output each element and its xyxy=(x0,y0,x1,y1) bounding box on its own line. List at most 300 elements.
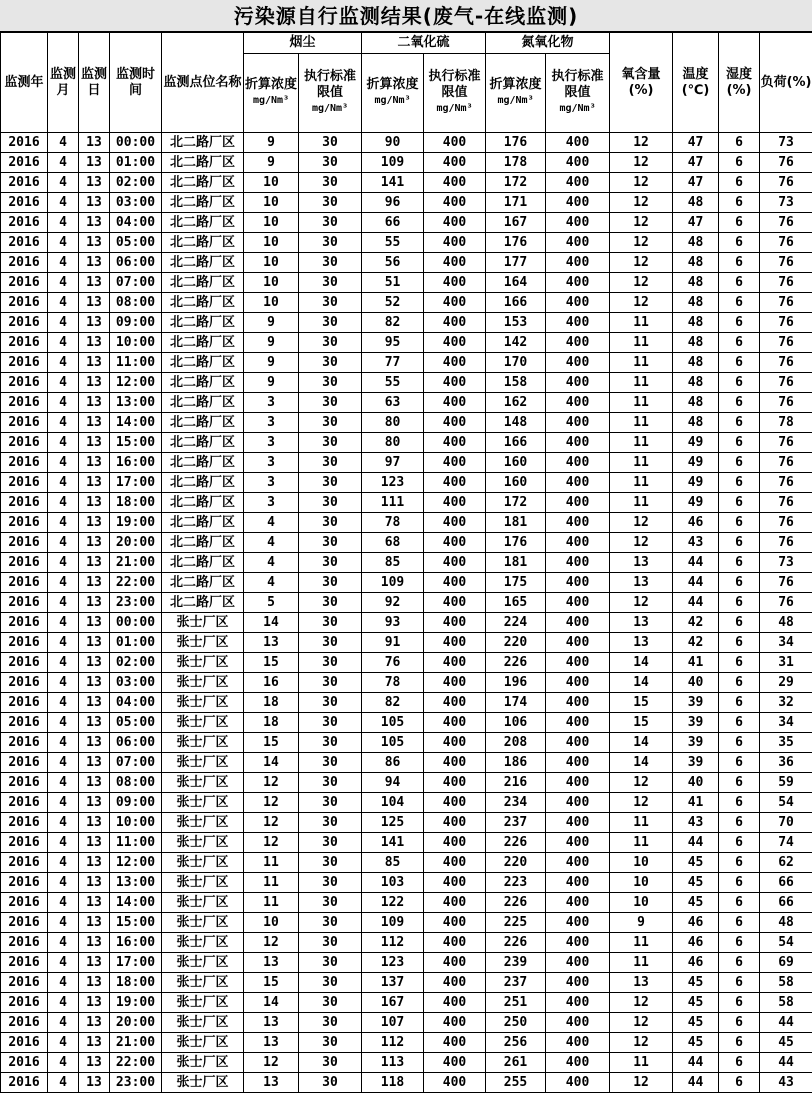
cell-year: 2016 xyxy=(1,833,48,853)
cell-time: 16:00 xyxy=(110,453,162,473)
cell-dust-conc: 9 xyxy=(244,373,299,393)
cell-nox-conc: 172 xyxy=(486,173,546,193)
cell-load: 76 xyxy=(760,333,812,353)
cell-site: 北二路厂区 xyxy=(162,153,244,173)
table-row xyxy=(1,133,812,153)
cell-day: 13 xyxy=(79,453,110,473)
cell-dust-conc: 11 xyxy=(244,893,299,913)
cell-dust-conc: 3 xyxy=(244,413,299,433)
cell-so2-limit: 400 xyxy=(424,433,486,453)
cell-time: 05:00 xyxy=(110,713,162,733)
cell-nox-conc: 216 xyxy=(486,773,546,793)
header-so2-conc xyxy=(362,54,424,133)
cell-time: 04:00 xyxy=(110,213,162,233)
cell-oxygen: 11 xyxy=(610,1053,673,1073)
cell-so2-limit: 400 xyxy=(424,473,486,493)
cell-so2-conc: 97 xyxy=(362,453,424,473)
cell-year: 2016 xyxy=(1,573,48,593)
cell-dust-limit: 30 xyxy=(299,153,362,173)
cell-temperature: 47 xyxy=(673,213,719,233)
cell-humidity: 6 xyxy=(719,133,760,153)
cell-oxygen: 11 xyxy=(610,433,673,453)
cell-time: 13:00 xyxy=(110,393,162,413)
cell-month: 4 xyxy=(48,613,79,633)
cell-year: 2016 xyxy=(1,813,48,833)
cell-month: 4 xyxy=(48,593,79,613)
cell-nox-conc: 175 xyxy=(486,573,546,593)
cell-so2-conc: 56 xyxy=(362,253,424,273)
cell-site: 北二路厂区 xyxy=(162,313,244,333)
cell-nox-conc: 158 xyxy=(486,373,546,393)
cell-nox-conc: 181 xyxy=(486,553,546,573)
cell-so2-limit: 400 xyxy=(424,273,486,293)
cell-time: 18:00 xyxy=(110,973,162,993)
cell-month: 4 xyxy=(48,553,79,573)
cell-month: 4 xyxy=(48,373,79,393)
table-row xyxy=(1,153,812,173)
cell-day: 13 xyxy=(79,973,110,993)
cell-oxygen: 11 xyxy=(610,493,673,513)
cell-month: 4 xyxy=(48,873,79,893)
cell-day: 13 xyxy=(79,793,110,813)
cell-nox-conc: 255 xyxy=(486,1073,546,1093)
cell-nox-conc: 166 xyxy=(486,433,546,453)
cell-nox-conc: 250 xyxy=(486,1013,546,1033)
table-row xyxy=(1,1053,812,1073)
cell-dust-conc: 9 xyxy=(244,153,299,173)
cell-humidity: 6 xyxy=(719,213,760,233)
cell-load: 76 xyxy=(760,513,812,533)
cell-dust-limit: 30 xyxy=(299,533,362,553)
cell-time: 03:00 xyxy=(110,193,162,213)
cell-dust-conc: 14 xyxy=(244,993,299,1013)
report-title: 污染源自行监测结果(废气-在线监测) xyxy=(0,0,812,32)
cell-so2-limit: 400 xyxy=(424,493,486,513)
cell-nox-limit: 400 xyxy=(546,153,610,173)
cell-oxygen: 11 xyxy=(610,413,673,433)
cell-site: 北二路厂区 xyxy=(162,513,244,533)
cell-so2-limit: 400 xyxy=(424,893,486,913)
header-year: 监测年 xyxy=(1,33,48,133)
cell-load: 59 xyxy=(760,773,812,793)
cell-year: 2016 xyxy=(1,273,48,293)
cell-humidity: 6 xyxy=(719,533,760,553)
cell-temperature: 40 xyxy=(673,673,719,693)
cell-site: 北二路厂区 xyxy=(162,173,244,193)
cell-site: 张士厂区 xyxy=(162,813,244,833)
cell-site: 北二路厂区 xyxy=(162,573,244,593)
table-row xyxy=(1,953,812,973)
cell-site: 张士厂区 xyxy=(162,873,244,893)
cell-oxygen: 12 xyxy=(610,593,673,613)
cell-dust-conc: 3 xyxy=(244,393,299,413)
cell-nox-conc: 165 xyxy=(486,593,546,613)
table-row xyxy=(1,713,812,733)
cell-year: 2016 xyxy=(1,893,48,913)
header-nox-conc xyxy=(486,54,546,133)
cell-month: 4 xyxy=(48,513,79,533)
cell-so2-conc: 123 xyxy=(362,953,424,973)
cell-oxygen: 12 xyxy=(610,213,673,233)
cell-nox-limit: 400 xyxy=(546,573,610,593)
cell-time: 06:00 xyxy=(110,253,162,273)
cell-load: 76 xyxy=(760,493,812,513)
table-row xyxy=(1,213,812,233)
cell-month: 4 xyxy=(48,353,79,373)
cell-dust-conc: 10 xyxy=(244,213,299,233)
cell-temperature: 39 xyxy=(673,693,719,713)
cell-so2-conc: 118 xyxy=(362,1073,424,1093)
cell-dust-limit: 30 xyxy=(299,493,362,513)
cell-time: 17:00 xyxy=(110,953,162,973)
header-conc-label: 折算浓度 xyxy=(366,77,419,92)
cell-year: 2016 xyxy=(1,593,48,613)
header-limit-label: 执行标准限值 xyxy=(304,69,357,100)
cell-dust-conc: 10 xyxy=(244,913,299,933)
cell-time: 10:00 xyxy=(110,813,162,833)
cell-nox-conc: 142 xyxy=(486,333,546,353)
table-row xyxy=(1,193,812,213)
cell-time: 01:00 xyxy=(110,633,162,653)
cell-humidity: 6 xyxy=(719,993,760,1013)
cell-year: 2016 xyxy=(1,493,48,513)
table-row xyxy=(1,533,812,553)
cell-so2-limit: 400 xyxy=(424,633,486,653)
cell-dust-limit: 30 xyxy=(299,373,362,393)
cell-time: 01:00 xyxy=(110,153,162,173)
cell-year: 2016 xyxy=(1,873,48,893)
header-so2-limit xyxy=(424,54,486,133)
cell-dust-conc: 5 xyxy=(244,593,299,613)
cell-year: 2016 xyxy=(1,913,48,933)
table-row xyxy=(1,493,812,513)
cell-nox-limit: 400 xyxy=(546,473,610,493)
header-day: 监测日 xyxy=(79,33,110,133)
cell-dust-limit: 30 xyxy=(299,833,362,853)
cell-load: 76 xyxy=(760,313,812,333)
header-dust-group: 烟尘 xyxy=(244,33,362,54)
header-so2-group: 二氧化硫 xyxy=(362,33,486,54)
cell-month: 4 xyxy=(48,793,79,813)
cell-temperature: 48 xyxy=(673,333,719,353)
cell-dust-conc: 15 xyxy=(244,973,299,993)
cell-humidity: 6 xyxy=(719,353,760,373)
cell-day: 13 xyxy=(79,813,110,833)
cell-month: 4 xyxy=(48,233,79,253)
cell-temperature: 48 xyxy=(673,353,719,373)
table-row xyxy=(1,733,812,753)
cell-nox-conc: 220 xyxy=(486,853,546,873)
cell-site: 张士厂区 xyxy=(162,993,244,1013)
cell-humidity: 6 xyxy=(719,273,760,293)
cell-dust-conc: 3 xyxy=(244,433,299,453)
cell-load: 76 xyxy=(760,293,812,313)
cell-year: 2016 xyxy=(1,513,48,533)
cell-dust-conc: 4 xyxy=(244,573,299,593)
cell-so2-conc: 112 xyxy=(362,933,424,953)
cell-humidity: 6 xyxy=(719,1053,760,1073)
cell-temperature: 39 xyxy=(673,753,719,773)
cell-month: 4 xyxy=(48,713,79,733)
cell-site: 北二路厂区 xyxy=(162,273,244,293)
cell-month: 4 xyxy=(48,733,79,753)
cell-load: 35 xyxy=(760,733,812,753)
cell-so2-limit: 400 xyxy=(424,573,486,593)
cell-month: 4 xyxy=(48,773,79,793)
header-limit-label: 执行标准限值 xyxy=(428,69,481,100)
cell-humidity: 6 xyxy=(719,173,760,193)
cell-day: 13 xyxy=(79,993,110,1013)
cell-day: 13 xyxy=(79,913,110,933)
cell-so2-limit: 400 xyxy=(424,1033,486,1053)
cell-load: 76 xyxy=(760,173,812,193)
cell-day: 13 xyxy=(79,633,110,653)
cell-nox-conc: 223 xyxy=(486,873,546,893)
cell-day: 13 xyxy=(79,1013,110,1033)
cell-load: 76 xyxy=(760,353,812,373)
cell-nox-limit: 400 xyxy=(546,733,610,753)
cell-nox-limit: 400 xyxy=(546,413,610,433)
cell-nox-limit: 400 xyxy=(546,773,610,793)
cell-nox-conc: 239 xyxy=(486,953,546,973)
cell-time: 09:00 xyxy=(110,793,162,813)
cell-site: 张士厂区 xyxy=(162,773,244,793)
table-row xyxy=(1,973,812,993)
cell-oxygen: 13 xyxy=(610,553,673,573)
cell-year: 2016 xyxy=(1,173,48,193)
cell-dust-limit: 30 xyxy=(299,293,362,313)
cell-dust-conc: 3 xyxy=(244,493,299,513)
cell-day: 13 xyxy=(79,153,110,173)
cell-nox-limit: 400 xyxy=(546,833,610,853)
cell-nox-conc: 226 xyxy=(486,933,546,953)
cell-nox-conc: 181 xyxy=(486,513,546,533)
cell-oxygen: 13 xyxy=(610,613,673,633)
cell-so2-conc: 66 xyxy=(362,213,424,233)
cell-oxygen: 12 xyxy=(610,1013,673,1033)
cell-temperature: 46 xyxy=(673,933,719,953)
cell-site: 张士厂区 xyxy=(162,933,244,953)
cell-nox-limit: 400 xyxy=(546,513,610,533)
cell-year: 2016 xyxy=(1,413,48,433)
cell-year: 2016 xyxy=(1,753,48,773)
cell-so2-conc: 109 xyxy=(362,913,424,933)
cell-so2-limit: 400 xyxy=(424,313,486,333)
cell-load: 62 xyxy=(760,853,812,873)
cell-nox-conc: 220 xyxy=(486,633,546,653)
cell-dust-limit: 30 xyxy=(299,873,362,893)
cell-month: 4 xyxy=(48,933,79,953)
cell-time: 07:00 xyxy=(110,273,162,293)
cell-site: 张士厂区 xyxy=(162,653,244,673)
cell-oxygen: 10 xyxy=(610,853,673,873)
cell-time: 05:00 xyxy=(110,233,162,253)
cell-temperature: 48 xyxy=(673,193,719,213)
cell-time: 08:00 xyxy=(110,773,162,793)
cell-time: 03:00 xyxy=(110,673,162,693)
cell-so2-conc: 105 xyxy=(362,733,424,753)
cell-month: 4 xyxy=(48,653,79,673)
cell-nox-limit: 400 xyxy=(546,173,610,193)
cell-nox-limit: 400 xyxy=(546,853,610,873)
cell-site: 北二路厂区 xyxy=(162,593,244,613)
cell-site: 张士厂区 xyxy=(162,673,244,693)
cell-so2-conc: 82 xyxy=(362,693,424,713)
cell-site: 北二路厂区 xyxy=(162,393,244,413)
cell-day: 13 xyxy=(79,593,110,613)
table-row xyxy=(1,773,812,793)
cell-nox-limit: 400 xyxy=(546,373,610,393)
cell-day: 13 xyxy=(79,193,110,213)
cell-so2-conc: 125 xyxy=(362,813,424,833)
cell-nox-conc: 160 xyxy=(486,473,546,493)
cell-humidity: 6 xyxy=(719,893,760,913)
cell-site: 北二路厂区 xyxy=(162,233,244,253)
cell-so2-conc: 109 xyxy=(362,153,424,173)
cell-nox-limit: 400 xyxy=(546,233,610,253)
cell-load: 76 xyxy=(760,213,812,233)
cell-humidity: 6 xyxy=(719,973,760,993)
cell-so2-limit: 400 xyxy=(424,553,486,573)
cell-site: 张士厂区 xyxy=(162,1013,244,1033)
cell-day: 13 xyxy=(79,1033,110,1053)
cell-so2-limit: 400 xyxy=(424,513,486,533)
cell-dust-conc: 18 xyxy=(244,713,299,733)
cell-day: 13 xyxy=(79,493,110,513)
cell-so2-conc: 103 xyxy=(362,873,424,893)
cell-so2-limit: 400 xyxy=(424,593,486,613)
cell-load: 76 xyxy=(760,373,812,393)
cell-oxygen: 11 xyxy=(610,473,673,493)
cell-dust-limit: 30 xyxy=(299,693,362,713)
cell-load: 66 xyxy=(760,893,812,913)
cell-so2-conc: 93 xyxy=(362,613,424,633)
cell-month: 4 xyxy=(48,1073,79,1093)
cell-day: 13 xyxy=(79,893,110,913)
cell-oxygen: 11 xyxy=(610,353,673,373)
cell-so2-limit: 400 xyxy=(424,1073,486,1093)
cell-month: 4 xyxy=(48,213,79,233)
cell-dust-conc: 13 xyxy=(244,1033,299,1053)
cell-dust-conc: 10 xyxy=(244,253,299,273)
cell-dust-conc: 14 xyxy=(244,613,299,633)
cell-day: 13 xyxy=(79,613,110,633)
cell-so2-conc: 91 xyxy=(362,633,424,653)
cell-so2-conc: 63 xyxy=(362,393,424,413)
cell-month: 4 xyxy=(48,973,79,993)
cell-site: 张士厂区 xyxy=(162,953,244,973)
cell-month: 4 xyxy=(48,833,79,853)
cell-year: 2016 xyxy=(1,993,48,1013)
cell-nox-conc: 153 xyxy=(486,313,546,333)
cell-dust-limit: 30 xyxy=(299,893,362,913)
cell-so2-limit: 400 xyxy=(424,1013,486,1033)
cell-humidity: 6 xyxy=(719,293,760,313)
cell-day: 13 xyxy=(79,853,110,873)
cell-nox-limit: 400 xyxy=(546,1073,610,1093)
cell-load: 48 xyxy=(760,613,812,633)
header-dust-conc xyxy=(244,54,299,133)
cell-dust-limit: 30 xyxy=(299,213,362,233)
cell-dust-conc: 12 xyxy=(244,773,299,793)
table-row xyxy=(1,233,812,253)
cell-year: 2016 xyxy=(1,373,48,393)
table-row xyxy=(1,653,812,673)
cell-temperature: 48 xyxy=(673,233,719,253)
cell-nox-conc: 226 xyxy=(486,893,546,913)
cell-dust-limit: 30 xyxy=(299,193,362,213)
cell-so2-limit: 400 xyxy=(424,933,486,953)
cell-nox-conc: 256 xyxy=(486,1033,546,1053)
cell-nox-conc: 160 xyxy=(486,453,546,473)
cell-oxygen: 15 xyxy=(610,713,673,733)
cell-month: 4 xyxy=(48,153,79,173)
cell-dust-limit: 30 xyxy=(299,173,362,193)
cell-time: 11:00 xyxy=(110,353,162,373)
cell-load: 54 xyxy=(760,793,812,813)
cell-so2-conc: 51 xyxy=(362,273,424,293)
cell-temperature: 44 xyxy=(673,593,719,613)
cell-year: 2016 xyxy=(1,453,48,473)
table-row xyxy=(1,613,812,633)
cell-so2-limit: 400 xyxy=(424,813,486,833)
cell-dust-limit: 30 xyxy=(299,793,362,813)
cell-temperature: 48 xyxy=(673,413,719,433)
cell-year: 2016 xyxy=(1,533,48,553)
cell-nox-conc: 176 xyxy=(486,133,546,153)
cell-year: 2016 xyxy=(1,1033,48,1053)
cell-so2-limit: 400 xyxy=(424,133,486,153)
cell-humidity: 6 xyxy=(719,473,760,493)
cell-so2-conc: 85 xyxy=(362,553,424,573)
cell-temperature: 45 xyxy=(673,1013,719,1033)
cell-nox-limit: 400 xyxy=(546,533,610,553)
cell-nox-limit: 400 xyxy=(546,973,610,993)
cell-load: 73 xyxy=(760,553,812,573)
cell-site: 北二路厂区 xyxy=(162,293,244,313)
cell-year: 2016 xyxy=(1,213,48,233)
cell-nox-conc: 208 xyxy=(486,733,546,753)
cell-so2-limit: 400 xyxy=(424,733,486,753)
cell-temperature: 48 xyxy=(673,393,719,413)
cell-dust-limit: 30 xyxy=(299,553,362,573)
cell-so2-conc: 80 xyxy=(362,433,424,453)
cell-time: 07:00 xyxy=(110,753,162,773)
cell-day: 13 xyxy=(79,833,110,853)
cell-time: 09:00 xyxy=(110,313,162,333)
cell-site: 张士厂区 xyxy=(162,793,244,813)
cell-oxygen: 12 xyxy=(610,293,673,313)
cell-dust-conc: 18 xyxy=(244,693,299,713)
cell-nox-conc: 234 xyxy=(486,793,546,813)
cell-time: 16:00 xyxy=(110,933,162,953)
cell-day: 13 xyxy=(79,873,110,893)
cell-oxygen: 11 xyxy=(610,313,673,333)
cell-nox-limit: 400 xyxy=(546,873,610,893)
cell-oxygen: 12 xyxy=(610,513,673,533)
cell-day: 13 xyxy=(79,1053,110,1073)
cell-humidity: 6 xyxy=(719,333,760,353)
cell-humidity: 6 xyxy=(719,933,760,953)
cell-so2-limit: 400 xyxy=(424,613,486,633)
cell-year: 2016 xyxy=(1,633,48,653)
cell-temperature: 44 xyxy=(673,573,719,593)
cell-oxygen: 12 xyxy=(610,153,673,173)
cell-temperature: 40 xyxy=(673,773,719,793)
cell-dust-limit: 30 xyxy=(299,333,362,353)
cell-temperature: 47 xyxy=(673,173,719,193)
cell-nox-limit: 400 xyxy=(546,933,610,953)
